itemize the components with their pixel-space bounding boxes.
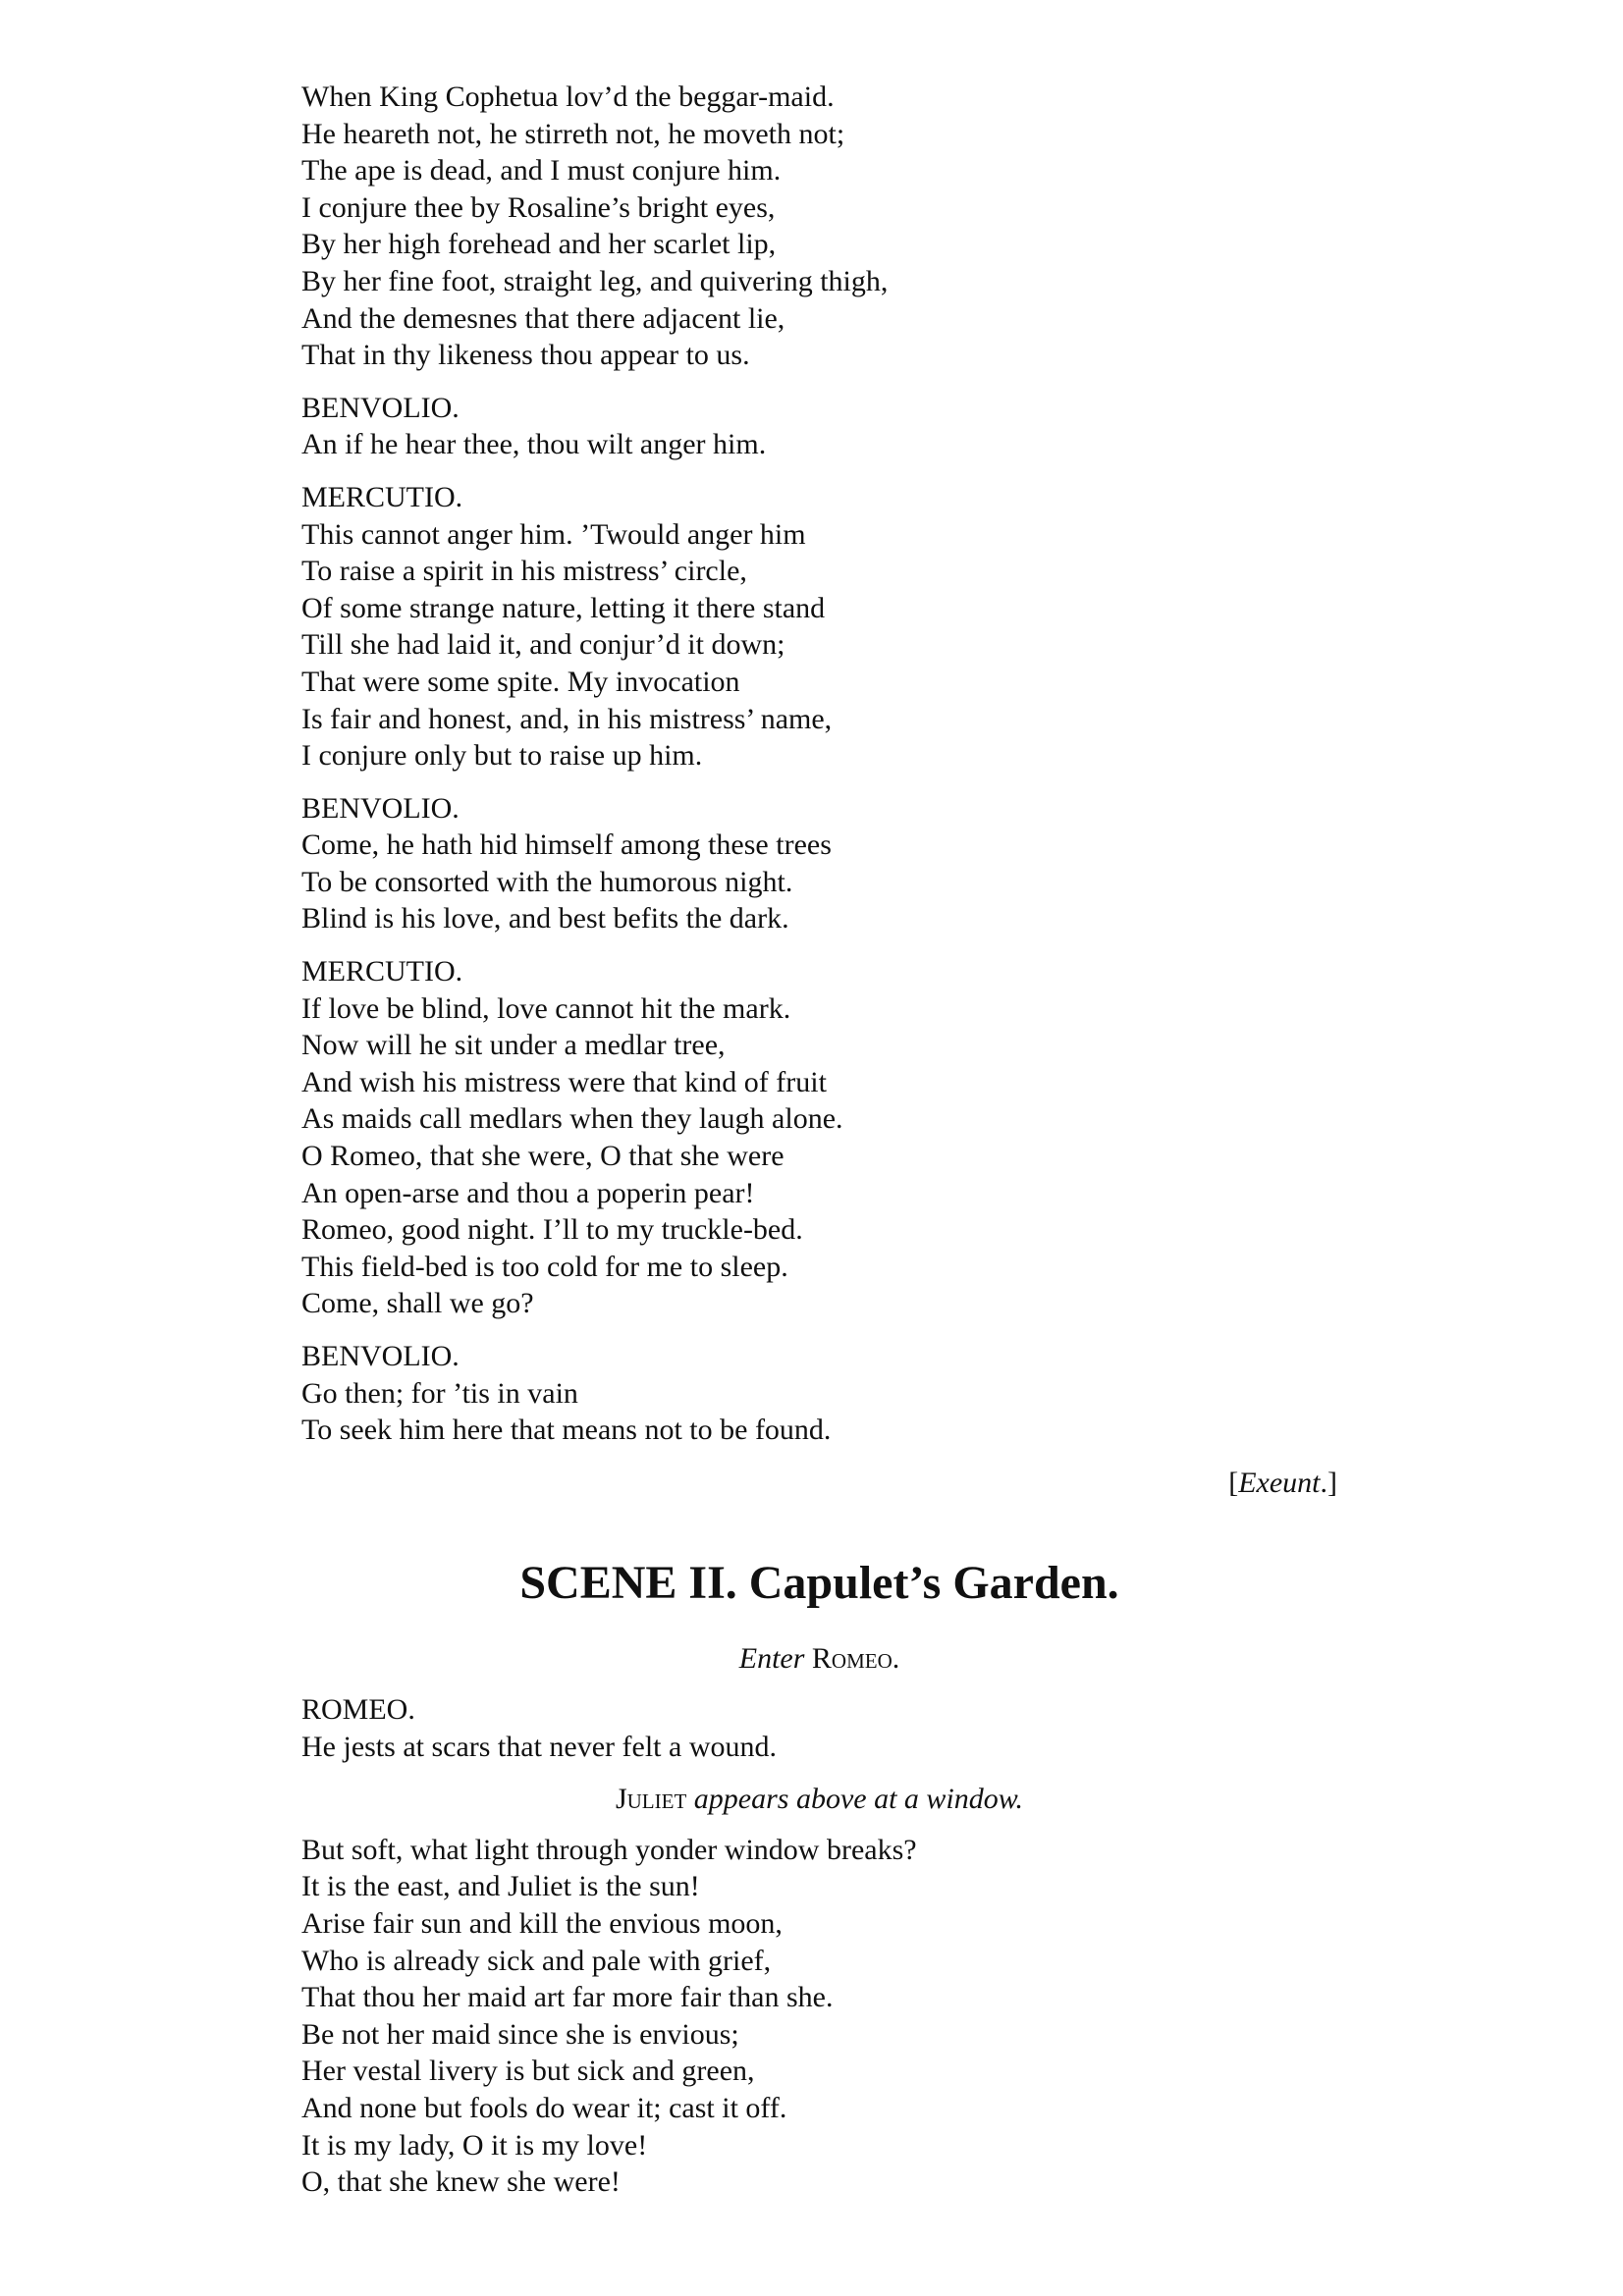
page-content: [301, 79, 1337, 2216]
verse-line: And the demesnes that there adjacent lie,: [301, 301, 785, 335]
verse-line: Blind is his love, and best befits the dark.: [301, 902, 789, 935]
verse-line: It is the east, and Juliet is the sun!: [301, 1870, 700, 1903]
speaker-name: MERCUTIO.: [301, 955, 463, 988]
exeunt-bracket-close: .]: [1320, 1466, 1337, 1499]
verse-line: As maids call medlars when they laugh alone.: [301, 1102, 843, 1136]
verse-line: An open-arse and thou a poperin pear!: [301, 1176, 755, 1209]
verse-line: This field-bed is too cold for me to sleep.: [301, 1250, 788, 1283]
verse-line: The ape is dead, and I must conjure him.: [301, 154, 782, 187]
speech-block-romeo-second: [301, 1832, 1337, 2201]
verse-line: That in thy likeness thou appear to us.: [301, 339, 750, 372]
verse-line: An if he hear thee, thou wilt anger him.: [301, 428, 767, 461]
speech-block: [301, 1338, 1337, 1449]
juliet-action: appears above at a window.: [693, 1783, 1024, 1816]
verse-line: And none but fools do wear it; cast it off.: [301, 2091, 787, 2124]
speaker-name: ROMEO.: [301, 1692, 415, 1726]
verse-line: Arise fair sun and kill the envious moon,: [301, 1906, 783, 1940]
verse-line: O Romeo, that she were, O that she were: [301, 1140, 784, 1173]
dialogue-blocks: [301, 79, 1337, 1449]
verse-line: Till she had laid it, and conjur’d it down;: [301, 628, 785, 662]
verse-line: Come, shall we go?: [301, 1287, 534, 1320]
verse-line: Be not her maid since she is envious;: [301, 2017, 739, 2051]
verse-line: To raise a spirit in his mistress’ circle,: [301, 555, 747, 588]
verse-line: I conjure thee by Rosaline’s bright eyes,: [301, 190, 776, 224]
verse-line: If love be blind, love cannot hit the mark.: [301, 991, 791, 1025]
verse-line: And wish his mistress were that kind of fruit: [301, 1065, 827, 1098]
juliet-character: Juliet: [615, 1783, 687, 1816]
verse-line: When King Cophetua lov’d the beggar-maid.: [301, 80, 835, 113]
verse-line: To be consorted with the humorous night.: [301, 865, 793, 898]
verse-line: He heareth not, he stirreth not, he moveth not;: [301, 117, 845, 150]
speaker-name: BENVOLIO.: [301, 791, 460, 825]
scene-title: SCENE II. Capulet’s Garden.: [519, 1557, 1119, 1610]
verse-line: Her vestal livery is but sick and green,: [301, 2055, 755, 2088]
enter-verb: Enter: [738, 1642, 805, 1676]
juliet-direction: [301, 1781, 1337, 1818]
verse-line: But soft, what light through yonder window breaks?: [301, 1833, 917, 1866]
speech-block: [301, 953, 1337, 1322]
verse-line: It is my lady, O it is my love!: [301, 2128, 648, 2162]
verse-line: That thou her maid art far more fair than she.: [301, 1981, 834, 2014]
enter-direction: [301, 1640, 1337, 1678]
exeunt-direction: [301, 1465, 1337, 1502]
verse-line: He jests at scars that never felt a wound.: [301, 1730, 777, 1763]
verse-line: Go then; for ’tis in vain: [301, 1376, 578, 1410]
speech-block: [301, 390, 1337, 463]
enter-character: Romeo: [811, 1642, 893, 1676]
speaker-name: BENVOLIO.: [301, 391, 460, 424]
verse-line: By her high forehead and her scarlet lip,: [301, 228, 777, 261]
verse-line: Romeo, good night. I’ll to my truckle-bed.: [301, 1213, 803, 1247]
exeunt-bracket-open: [: [1228, 1466, 1239, 1499]
verse-line: O, that she knew she were!: [301, 2165, 621, 2199]
verse-line: Is fair and honest, and, in his mistress’ name,: [301, 702, 833, 735]
verse-line: By her fine foot, straight leg, and quivering thigh,: [301, 264, 889, 297]
verse-line: Of some strange nature, letting it there stand: [301, 591, 826, 624]
exeunt-word: Exeunt: [1238, 1466, 1321, 1499]
verse-line: To seek him here that means not to be found.: [301, 1414, 832, 1447]
speaker-name: MERCUTIO.: [301, 480, 463, 513]
verse-line: This cannot anger him. ’Twould anger him: [301, 517, 806, 551]
speech-block: [301, 790, 1337, 937]
verse-line: Now will he sit under a medlar tree,: [301, 1029, 726, 1062]
speech-block: [301, 79, 1337, 374]
speaker-name: BENVOLIO.: [301, 1340, 460, 1372]
verse-line: That were some spite. My invocation: [301, 665, 740, 698]
enter-end: .: [892, 1642, 900, 1676]
verse-line: Who is already sick and pale with grief,: [301, 1944, 772, 1977]
speech-block-romeo-first: [301, 1691, 1337, 1765]
speech-block: [301, 479, 1337, 774]
verse-line: Come, he hath hid himself among these trees: [301, 828, 832, 862]
verse-line: I conjure only but to raise up him.: [301, 739, 703, 773]
